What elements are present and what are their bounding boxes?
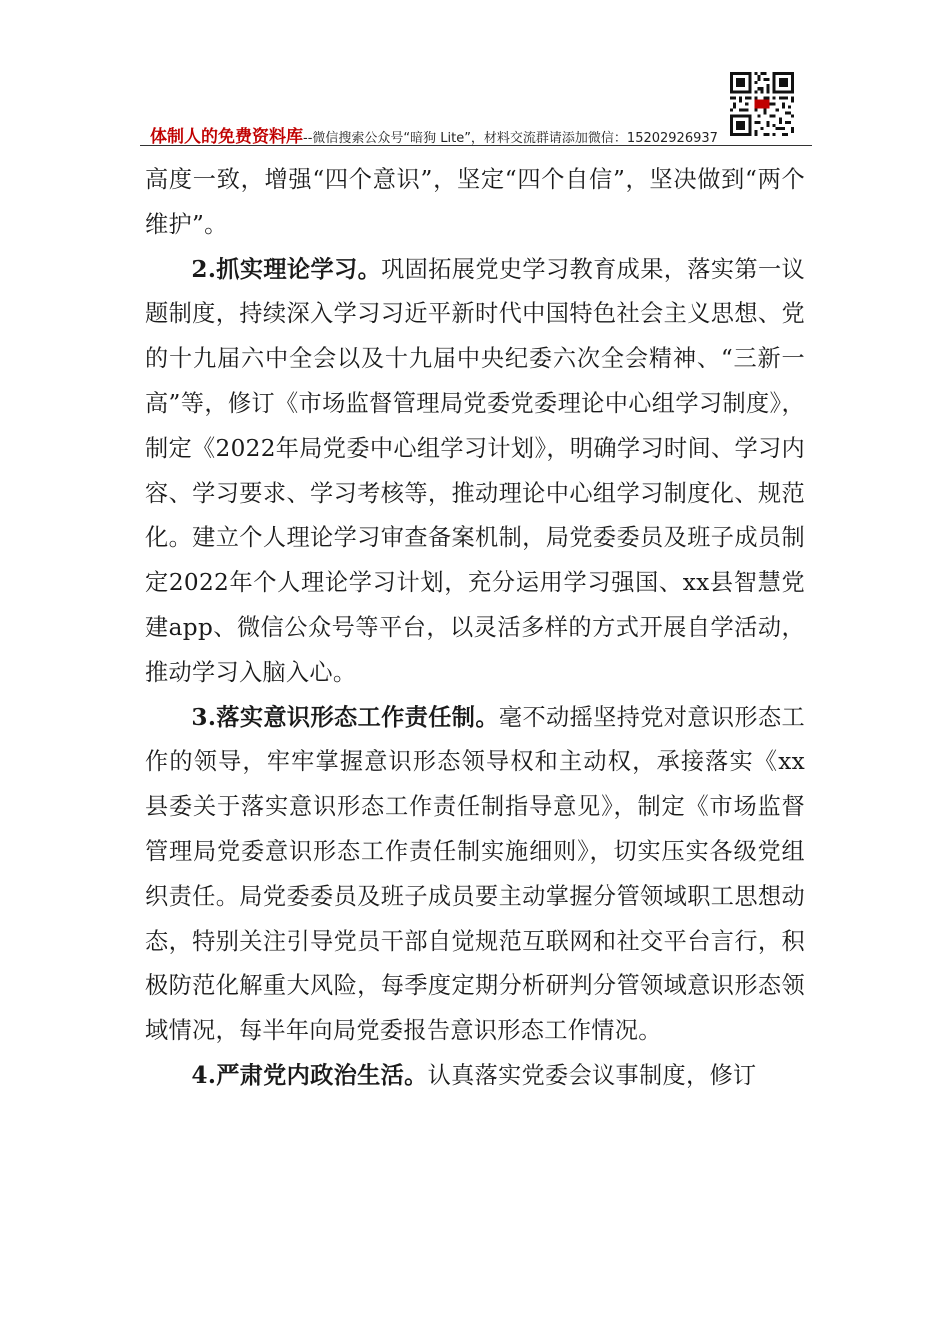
document-body (145, 158, 805, 1099)
paragraph-body: 高度一致，增强“四个意识”，坚定“四个自信”，坚决做到“两个维护”。 (145, 166, 805, 238)
paragraph-body: 认真落实党委会议事制度，修订 (427, 1061, 757, 1089)
paragraph-continuation (145, 158, 805, 248)
paragraph-ideology-responsibility (145, 696, 805, 1054)
paragraph-heading: 2.抓实理论学习。 (191, 255, 382, 283)
paragraph-body: 毫不动摇坚持党对意识形态工作的领导，牢牢掌握意识形态领导权和主动权，承接落实《xx县委关于落实意识形态工作责任制指导意见》，制定《市场监督管理局党委意识形态工作责任制实施细则》，切实压实各级党组织责任。局党委委员及班子成员要主动掌握分管领域职工思想动态，特别关注引导党员干部自觉规范互联网和社交平台言行，积极防范化解重大风险，每季度定期分析研判分管领域意识形态领域情况，每半年向局党委报告意识形态工作情况。 (145, 703, 805, 1045)
paragraph-body: 巩固拓展党史学习教育成果，落实第一议题制度，持续深入学习习近平新时代中国特色社会主义思想、党的十九届六中全会以及十九届中央纪委六次全会精神、“三新一高”等，修订《市场监督管理局党委党委理论中心组学习制度》，制定《2022年局党委中心组学习计划》，明确学习时间、学习内容、学习要求、学习考核等，推动理论中心组学习制度化、规范化。建立个人理论学习审查备案机制，局党委委员及班子成员制定2022年个人理论学习计划，充分运用学习强国、xx县智慧党建app、微信公众号等平台，以灵活多样的方式开展自学活动，推动学习入脑入心。 (145, 255, 805, 686)
header-tagline: --微信搜索公众号“暗狗 Lite”，材料交流群请添加微信：15202926937 (303, 131, 718, 146)
header-text (150, 122, 718, 147)
qr-code-icon (730, 72, 794, 136)
paragraph-party-political-life (145, 1054, 805, 1099)
header-divider (140, 145, 812, 146)
paragraph-theory-study (145, 248, 805, 696)
brand-title: 体制人的免费资料库 (150, 127, 303, 147)
paragraph-heading: 4.严肃党内政治生活。 (191, 1061, 428, 1089)
page-header (140, 70, 812, 146)
paragraph-heading: 3.落实意识形态工作责任制。 (191, 703, 499, 731)
